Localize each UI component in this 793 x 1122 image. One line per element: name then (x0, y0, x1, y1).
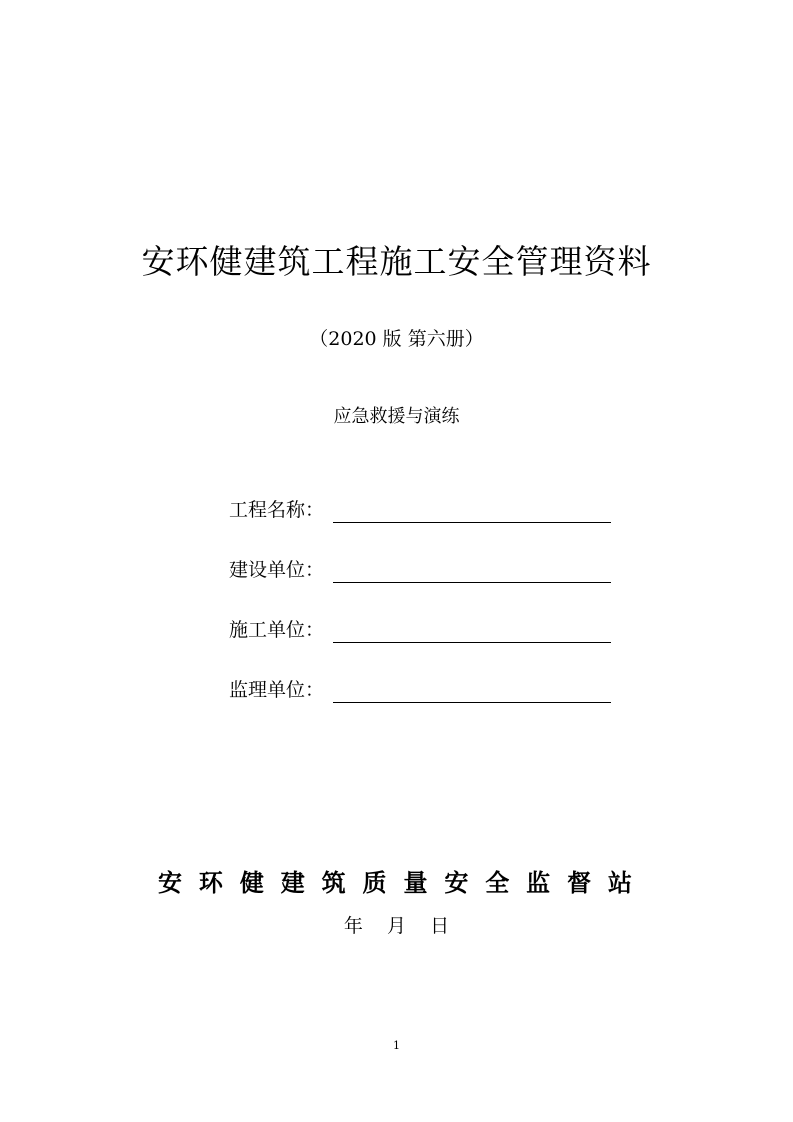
form-field-contractor (229, 613, 611, 643)
station-char: 安 (444, 868, 469, 897)
form-field-supervisor (229, 673, 611, 703)
edition-label: （2020 版 第六册） (309, 328, 484, 350)
station-char: 筑 (321, 868, 346, 897)
station-char: 质 (362, 868, 387, 897)
construction-owner-blank-line (333, 582, 611, 583)
form-field-project-name (229, 493, 611, 523)
date-line: 年 月 日 (343, 915, 450, 937)
station-char: 健 (239, 868, 264, 897)
contractor-label: 施工单位： (229, 619, 325, 641)
document-title: 安环健建筑工程施工安全管理资料 (141, 242, 652, 281)
station-char: 全 (485, 868, 510, 897)
project-name-label: 工程名称： (229, 499, 325, 521)
form-field-construction-owner (229, 553, 611, 583)
supervisor-label: 监理单位： (229, 679, 325, 701)
supervisor-blank-line (333, 702, 611, 703)
page-number: 1 (393, 1039, 400, 1052)
station-char: 环 (198, 868, 223, 897)
contractor-blank-line (333, 642, 611, 643)
station-char: 监 (526, 868, 551, 897)
station-char: 建 (280, 868, 305, 897)
station-char: 安 (158, 868, 182, 897)
supervision-station-name (158, 866, 632, 900)
volume-subtitle: 应急救援与演练 (333, 406, 460, 427)
station-char: 站 (607, 868, 632, 897)
construction-owner-label: 建设单位： (229, 559, 325, 581)
project-name-blank-line (333, 522, 611, 523)
station-char: 量 (403, 868, 428, 897)
station-char: 督 (567, 868, 592, 897)
